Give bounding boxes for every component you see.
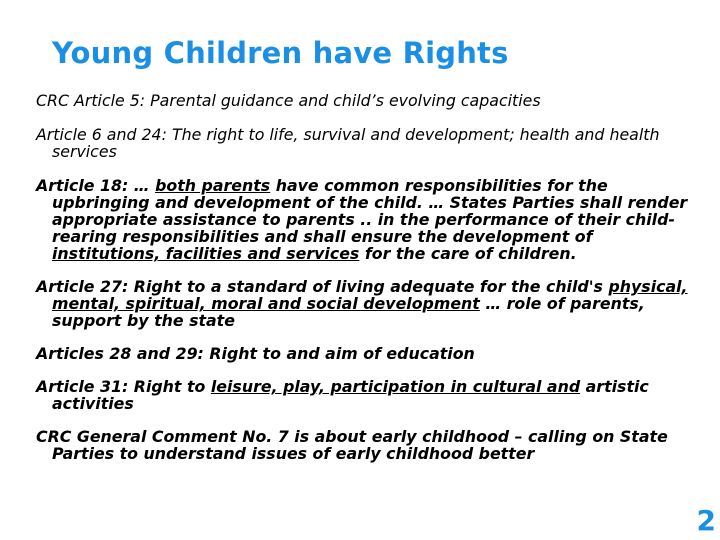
- article-27: [36, 278, 700, 329]
- general-comment-7: CRC General Comment No. 7 is about early childhood – calling on State Parties to understand issues of early childhood better: [36, 427, 668, 463]
- article-18-pre: Article 18: …: [36, 176, 156, 195]
- article-18: [36, 177, 700, 262]
- article-6-24: Article 6 and 24: The right to life, survival and development; health and health services: [36, 125, 660, 161]
- article-27-post: … role of parents, support by the state: [52, 294, 645, 330]
- article-18-post: for the care of children.: [359, 244, 577, 263]
- article-31-pre: Article 31: Right to: [36, 377, 211, 396]
- article-27-pre: Article 27: Right to a standard of living adequate for the child's: [36, 277, 609, 296]
- article-5: CRC Article 5: Parental guidance and child’s evolving capacities: [36, 91, 541, 110]
- article-18-mid: have common responsibilities for the upbringing and development of the child. … States Parties shall render appropriate assistance to parents .. in the performance of their child-rearing responsibilities and shall ensure the development of: [52, 176, 688, 246]
- page-number: 2: [696, 504, 716, 537]
- article-18-underline-2: institutions, facilities and services: [52, 244, 360, 263]
- slide-title: Young Children have Rights: [52, 36, 509, 70]
- article-28-29: Articles 28 and 29: Right to and aim of education: [36, 344, 475, 363]
- article-18-underline-1: both parents: [155, 176, 271, 195]
- article-31-underline: leisure, play, participation in cultural and: [210, 377, 581, 396]
- article-list: [36, 92, 700, 462]
- article-31-post: artistic activities: [52, 377, 649, 413]
- article-27-underline: physical, mental, spiritual, moral and social development: [52, 277, 688, 313]
- article-31: [36, 378, 700, 412]
